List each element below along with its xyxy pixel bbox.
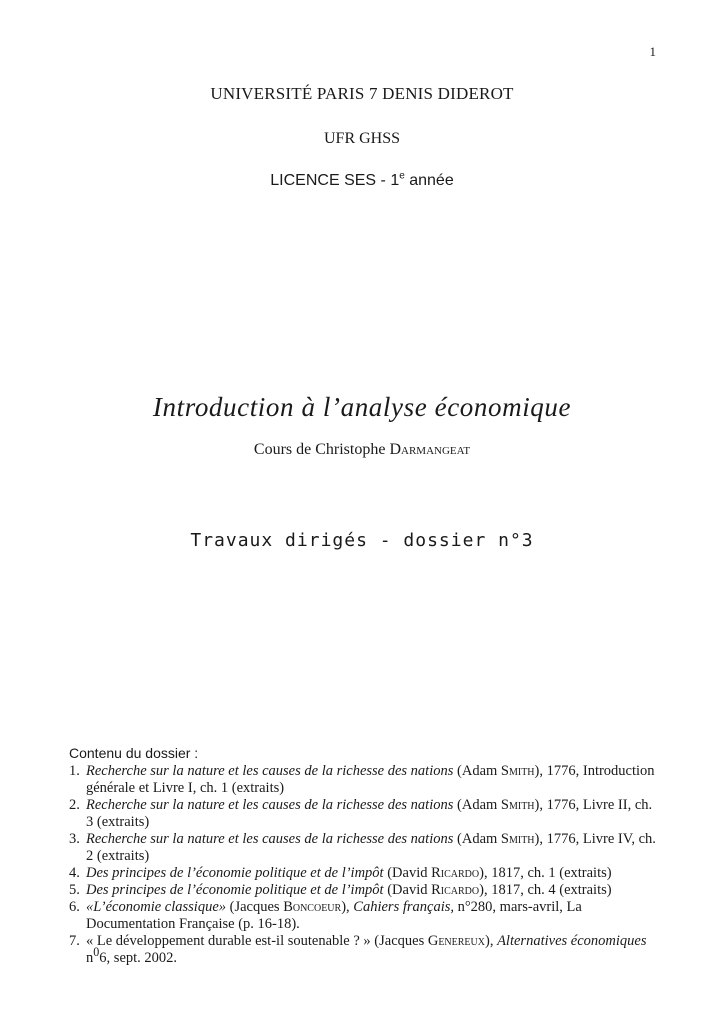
course-instructor xyxy=(0,441,724,459)
item-author-prefix: (Adam xyxy=(453,763,501,779)
item-number: 5. xyxy=(69,882,80,898)
contents-section xyxy=(69,745,659,967)
licence-sup: e xyxy=(399,170,405,182)
item-title: Des principes de l’économie politique et de l’impôt xyxy=(86,865,384,881)
item-separator: ), xyxy=(484,933,498,949)
item-number: 6. xyxy=(69,899,80,915)
ufr-name: UFR GHSS xyxy=(323,130,401,147)
item-author-prefix: (Jacques xyxy=(370,933,428,949)
item-number: 4. xyxy=(69,865,80,881)
item-number: 1. xyxy=(69,763,80,779)
licence-line xyxy=(0,172,724,190)
item-title: «L’économie classique» xyxy=(86,899,227,915)
list-item xyxy=(69,882,659,899)
item-author-prefix: (Adam xyxy=(453,797,501,813)
contents-heading: Contenu du dossier : xyxy=(69,745,199,761)
item-author-prefix: (Adam xyxy=(453,831,501,847)
item-author-prefix: (David xyxy=(383,882,432,898)
document-header xyxy=(0,84,724,190)
item-details-end: , ch. 1 (extraits) xyxy=(192,780,285,796)
course-title: Introduction à l’analyse économique xyxy=(152,392,572,422)
item-author: Smith xyxy=(500,763,535,779)
item-book-number: II xyxy=(617,797,628,813)
item-details: ), 1817, ch. 1 (extraits) xyxy=(479,865,612,881)
course-prefix: Cours de Christophe xyxy=(253,441,390,458)
item-issue-sup: 0 xyxy=(93,945,100,960)
item-number: 7. xyxy=(69,933,80,949)
item-author-prefix: (David xyxy=(383,865,432,881)
page-number: 1 xyxy=(649,44,656,59)
item-author-prefix: (Jacques xyxy=(226,899,284,915)
item-separator: ), xyxy=(341,899,354,915)
item-title: Recherche sur la nature et les causes de la richesse des nations xyxy=(86,831,454,847)
item-details-end: , ch. 3 (extraits) xyxy=(86,797,653,830)
instructor-surname: Darmangeat xyxy=(389,441,471,458)
list-item xyxy=(69,831,659,865)
item-author: Ricardo xyxy=(431,882,480,898)
item-author: Smith xyxy=(500,797,535,813)
item-details: ), 1776, Introduction générale et Livre xyxy=(86,763,655,796)
list-item xyxy=(69,933,659,967)
item-author: Ricardo xyxy=(431,865,480,881)
item-journal: Alternatives économiques xyxy=(497,933,647,949)
item-details: ), 1776, Livre xyxy=(534,797,618,813)
contents-list xyxy=(69,763,659,967)
item-title: Des principes de l’économie politique et de l’impôt xyxy=(86,882,384,898)
item-author: Boncoeur xyxy=(283,899,342,915)
licence-prefix: LICENCE SES - 1 xyxy=(270,172,400,189)
item-number: 2. xyxy=(69,797,80,813)
item-author: Smith xyxy=(500,831,535,847)
list-item xyxy=(69,763,659,797)
item-number: 3. xyxy=(69,831,80,847)
licence-suffix: année xyxy=(404,172,454,189)
item-details: ), 1817, ch. 4 (extraits) xyxy=(479,882,612,898)
td-title: Travaux dirigés - dossier n°3 xyxy=(190,530,534,551)
item-title: Recherche sur la nature et les causes de la richesse des nations xyxy=(86,763,454,779)
item-details: n°280, mars-avril, La Documentation Française (p. 16-18). xyxy=(86,899,582,932)
item-details: 6, sept. 2002. xyxy=(99,950,178,966)
item-author: Genereux xyxy=(427,933,485,949)
item-journal: Cahiers français, xyxy=(353,899,454,915)
list-item xyxy=(69,797,659,831)
item-issue-prefix: n xyxy=(86,950,94,966)
university-name: UNIVERSITÉ PARIS 7 DENIS DIDEROT xyxy=(210,84,514,103)
list-item xyxy=(69,865,659,882)
list-item xyxy=(69,899,659,933)
item-details: ), 1776, Livre IV, ch. 2 (extraits) xyxy=(86,831,656,864)
item-book-number: I xyxy=(187,780,193,796)
item-title: Recherche sur la nature et les causes de la richesse des nations xyxy=(86,797,454,813)
item-title: « Le développement durable est-il soutenable ? » xyxy=(86,933,371,949)
